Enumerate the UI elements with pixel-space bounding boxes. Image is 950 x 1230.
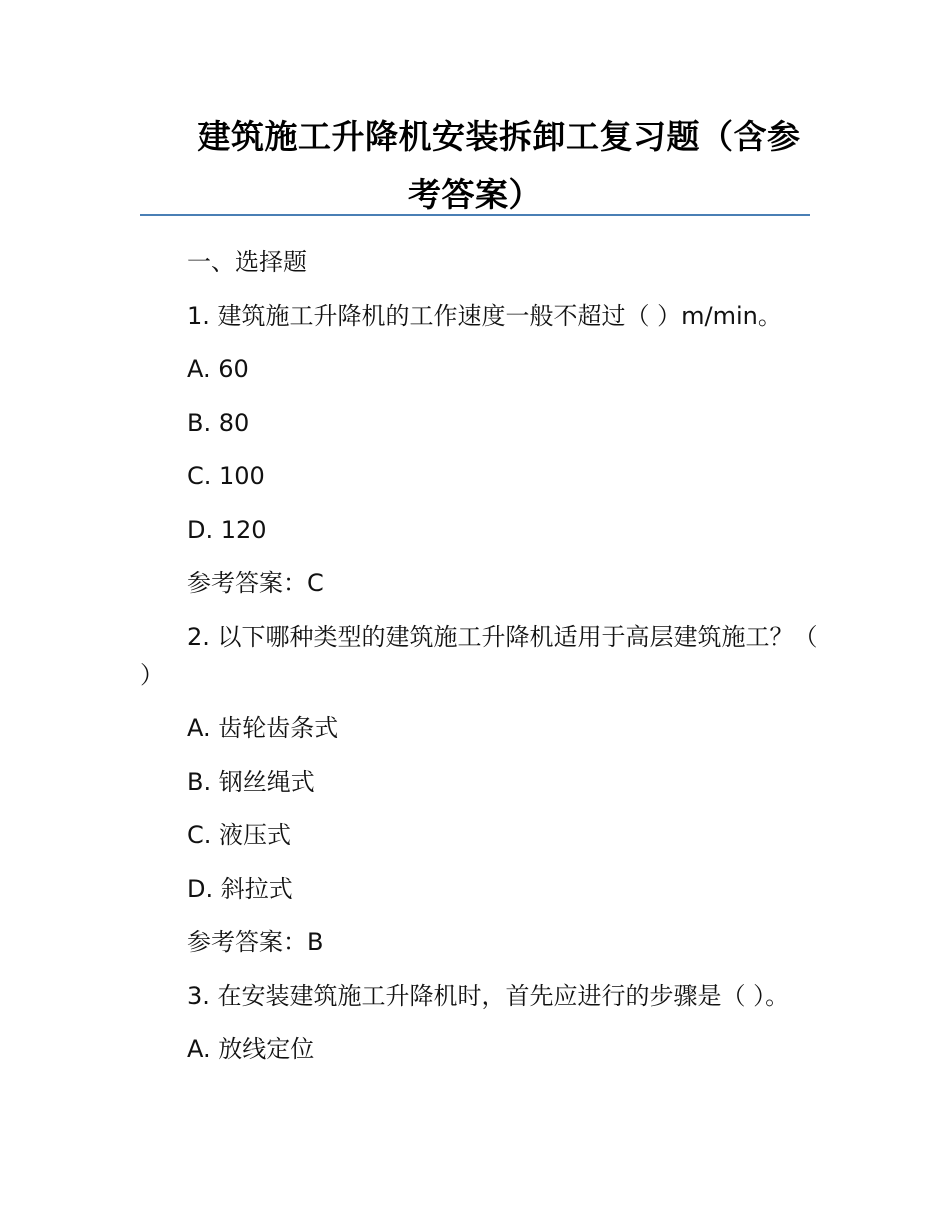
question-2-stem: 2. 以下哪种类型的建筑施工升降机适用于高层建筑施工？（ ） [140,622,818,689]
question-3-stem: 3. 在安装建筑施工升降机时，首先应进行的步骤是（ ）。 [187,981,790,1010]
question-2-answer: 参考答案：B [187,928,324,956]
question-2-option-d: D. 斜拉式 [187,874,293,903]
document-title [140,108,810,224]
document-title-line-2: 考答案） [408,175,542,214]
question-1-stem: 1. 建筑施工升降机的工作速度一般不超过（ ）m/min。 [187,301,782,330]
question-3-option-a: A. 放线定位 [187,1035,315,1063]
question-1-option-b: B. 80 [187,408,250,437]
title-underline-rule [140,214,810,216]
question-2-option-b: B. 钢丝绳式 [187,767,315,796]
document-body [140,243,820,1084]
question-2-option-c: C. 液压式 [187,821,292,849]
document-title-line-1: 建筑施工升降机安装拆卸工复习题（含参 [197,117,801,156]
question-1-answer: 参考答案：C [187,569,324,597]
question-1-option-a: A. 60 [187,355,249,383]
question-1-option-c: C. 100 [187,462,265,490]
section-heading: 一、选择题 [187,248,307,276]
question-2-option-a: A. 齿轮齿条式 [187,714,339,742]
question-1-option-d: D. 120 [187,515,267,544]
